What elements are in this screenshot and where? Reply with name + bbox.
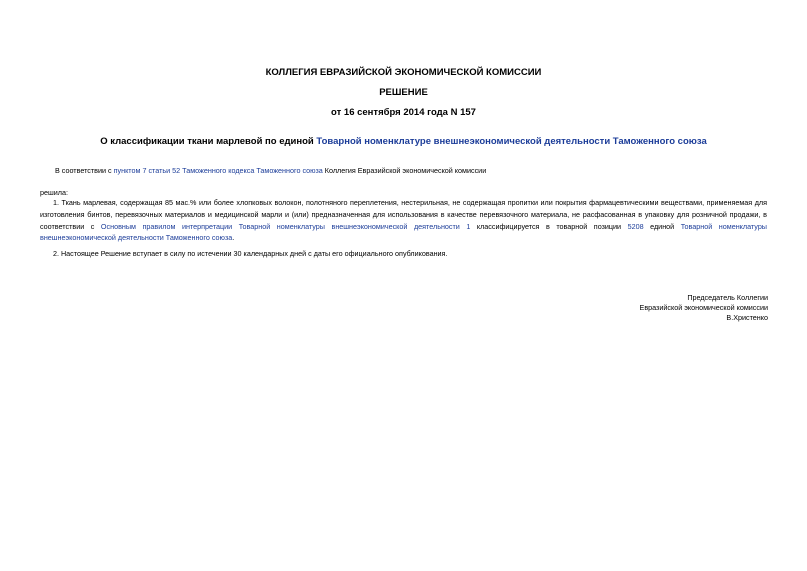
link-customs-code[interactable]: пунктом 7 статьи 52 Таможенного кодекса Таможенного союза <box>113 166 323 175</box>
basis-suffix: Коллегия Евразийской экономической комиссии <box>322 166 487 175</box>
basis-paragraph <box>55 165 755 177</box>
signature-title: Председатель Коллегии <box>687 293 768 302</box>
document-title <box>0 136 807 147</box>
link-tn-ved-customs-union[interactable]: Товарной номенклатуры внешнеэкономической деятельности Таможенного союза <box>40 221 767 243</box>
org-heading: КОЛЛЕГИЯ ЕВРАЗИЙСКОЙ ЭКОНОМИЧЕСКОЙ КОМИССИИ <box>265 67 542 78</box>
link-heading-5208[interactable]: 5208 <box>627 221 644 231</box>
item-1-text-a: 1. Ткань марлевая, содержащая 85 мас.% или более хлопковых волокон, полотняного переплетения, нестерильная, не содержащая пропитки или покрытия фармацевтическими веществами, применяемая для изготовления бинтов, перевязочных материалов и медицинской марли и (или) предназначенная для использования в качестве перевязочного материала, не расфасованная в упаковку для розничной продажи, в соответствии с <box>40 198 767 231</box>
signature-org: Евразийской экономической комиссии <box>639 303 768 312</box>
item-1-text-d: . <box>232 233 235 243</box>
title-text: О классификации ткани марлевой по единой <box>100 136 317 147</box>
title-link-tn-ved[interactable]: Товарной номенклатуре внешнеэкономической деятельности Таможенного союза <box>316 136 707 147</box>
item-2-paragraph: 2. Настоящее Решение вступает в силу по истечении 30 календарных дней с даты его официального опубликования. <box>53 249 448 258</box>
item-1-text-b: классифицируется в товарной позиции <box>470 221 628 231</box>
item-1-text-c: единой <box>643 221 681 231</box>
decided-label: решила: <box>40 188 68 197</box>
doc-type-heading: РЕШЕНИЕ <box>379 87 428 98</box>
date-number-heading: от 16 сентября 2014 года N 157 <box>331 107 476 118</box>
item-1-paragraph <box>40 197 767 244</box>
basis-prefix: В соответствии с <box>55 166 114 175</box>
signature-name: В.Христенко <box>726 313 768 322</box>
link-interpretation-rule[interactable]: Основным правилом интерпретации Товарной номенклатуры внешнеэкономической деятельности 1 <box>100 221 471 231</box>
